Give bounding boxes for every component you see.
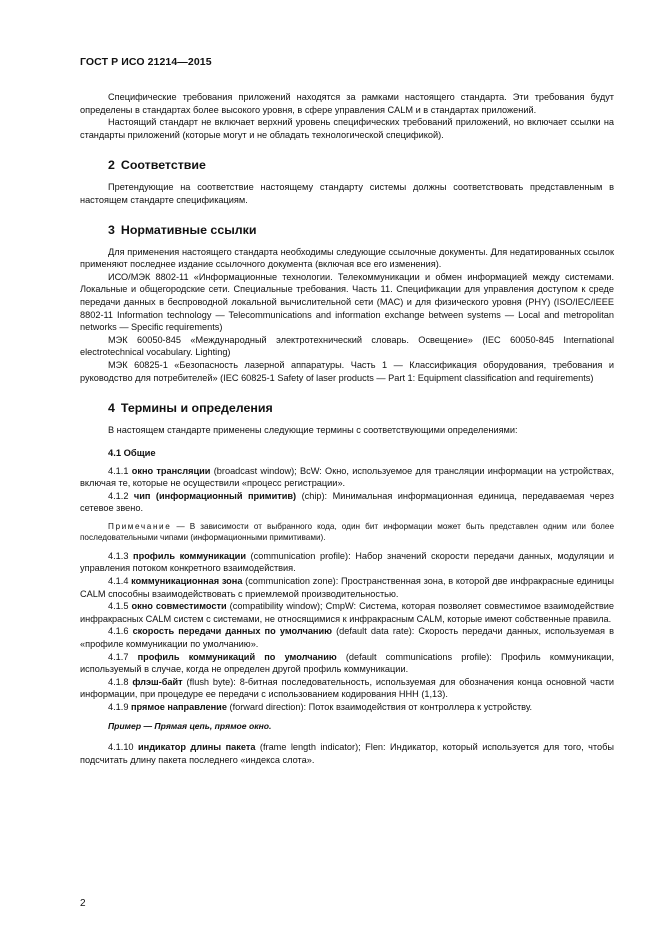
term-number: 4.1.7 — [108, 651, 138, 662]
term-number: 4.1.10 — [108, 742, 138, 753]
document-page — [80, 56, 614, 766]
term-text: (communication zone): Пространственная зона, в которой две инфракрасные единицы CALM способны взаимодействовать с приемлемой производительностью. — [80, 576, 614, 599]
reference-item: ИСО/МЭК 8802-11 «Информационные технологии. Телекоммуникации и обмен информацией между системами. Локальные и общегородские сети. Специальные требования. Часть 11. Спецификации для управления доступом к среде передачи данных в беспроводной локальной вычислительной сети (MAC) и для физического уровня (PHY) (ISO/IEC/IEEE 8802-11 Information technology — Telecommunications and information exchange between systems — Local and metropolitan networks — Specific requirements) — [80, 271, 614, 333]
paragraph: В настоящем стандарте применены следующие термины с соответствующими определениями: — [108, 425, 518, 436]
term-text: (communication profile): Набор значений скорости передачи данных, модуляции и управления потоком конкретного взаимодействия. — [80, 550, 614, 574]
terms-list — [80, 550, 614, 714]
term-text: (chip): Минимальная информационная единица, передаваемая через сетевое звено. — [80, 490, 614, 514]
term-text: (compatibility window); CmpW: Система, которая позволяет совместимое взаимодействие инфракрасных CALM систем с системами, не относящимися к инфракрасным CALM, которые имеют собственные правила. — [80, 601, 614, 624]
term-definition — [80, 465, 614, 490]
term-name: индикатор длины пакета — [138, 742, 256, 753]
section-heading: 2 Соответствие — [108, 158, 206, 173]
term-definition — [80, 575, 614, 600]
subsection-heading: 4.1 Общие — [108, 446, 156, 458]
term-text: (frame length indicator); Flen: Индикатор, который используется для того, чтобы подсчитать длину пакета последнего «индекса слота». — [80, 742, 614, 765]
term-number: 4.1.2 — [108, 490, 134, 501]
term-definition — [80, 701, 614, 714]
standard-id: ГОСТ Р ИСО 21214—2015 — [80, 56, 212, 68]
note: Примечание — В зависимости от выбранного кода, один бит информации может быть представлен одним или более последовательными чипами (информационными примитивами). — [80, 522, 614, 543]
term-definition — [80, 625, 614, 650]
term-name: прямое направление — [131, 702, 227, 712]
intro-paragraph: Настоящий стандарт не включает верхний уровень специфических требований приложений, но включает ссылки на стандарты приложений (которые могут и не обладать технологической спецификой). — [80, 117, 614, 140]
example: Пример — Прямая цепь, прямое окно. — [108, 720, 272, 731]
term-number: 4.1.8 — [108, 676, 133, 687]
term-text: (flush byte): 8-битная последовательность, используемая для обозначения конца основной части информации, при процедуре ее передачи с использованием кодирования HHH (1,13). — [80, 676, 614, 700]
term-definition — [80, 600, 614, 625]
term-name: флэш-байт — [132, 676, 183, 687]
term-number: 4.1.9 — [108, 702, 131, 712]
term-number: 4.1.5 — [108, 601, 132, 612]
term-number: 4.1.3 — [108, 550, 134, 561]
term-text: (default communications profile): Профиль коммуникации, используемый в случае, когда не определен другой профиль коммуникации. — [80, 651, 614, 675]
term-number: 4.1.6 — [108, 626, 133, 637]
term-definition — [80, 676, 614, 701]
term-name: профиль коммуникаций по умолчанию — [137, 651, 337, 662]
intro-paragraph: Специфические требования приложений находятся за рамками настоящего стандарта. Эти требования будут определены в стандартах более высокого уровня, в сфере управления CALM и в стандартах приложений. — [80, 92, 614, 115]
reference-item: МЭК 60050-845 «Международный электротехнический словарь. Освещение» (IEC 60050-845 International electrotechnical vocabulary. Lighting) — [80, 334, 614, 358]
term-number: 4.1.4 — [108, 576, 132, 587]
paragraph: Для применения настоящего стандарта необходимы следующие ссылочные документы. Для недатированных ссылок применяют последнее издание ссылочного документа (включая все его изменения). — [80, 246, 614, 270]
term-definition — [80, 490, 614, 515]
section-heading: 3 Нормативные ссылки — [108, 222, 257, 237]
term-name: окно совместимости — [131, 601, 227, 612]
term-text: (default data rate): Скорость передачи данных, используемая в «профиле коммуникации по умолчанию». — [80, 626, 614, 650]
section-heading: 4 Термины и определения — [108, 401, 273, 416]
paragraph: Претендующие на соответствие настоящему стандарту системы должны соответствовать представленным в настоящем стандарте спецификациям. — [80, 182, 614, 205]
term-definition — [80, 651, 614, 676]
term-definition — [80, 741, 614, 766]
term-name: скорость передачи данных по умолчанию — [132, 626, 332, 637]
term-name: чип (информационный примитив) — [133, 490, 297, 501]
term-text: (forward direction): Поток взаимодействия от контроллера к устройству. — [226, 702, 533, 712]
terms-list — [80, 741, 614, 766]
term-name: профиль коммуникации — [133, 550, 246, 561]
term-definition — [80, 550, 614, 575]
terms-list — [80, 465, 614, 515]
page-number: 2 — [80, 898, 86, 909]
term-name: коммуникационная зона — [131, 576, 243, 587]
term-text: (broadcast window); BcW: Окно, используемое для трансляции информации на устройствах, включая те, которые не осуществили «процесс регистрации». — [80, 465, 614, 489]
reference-item: МЭК 60825-1 «Безопасность лазерной аппаратуры. Часть 1 — Классификация оборудования, требования и руководство для потребителей» (IEC 60825-1 Safety of laser products — Part 1: Equipment classification and requirements) — [80, 359, 614, 383]
term-number: 4.1.1 — [108, 465, 132, 476]
term-name: окно трансляции — [131, 465, 211, 476]
